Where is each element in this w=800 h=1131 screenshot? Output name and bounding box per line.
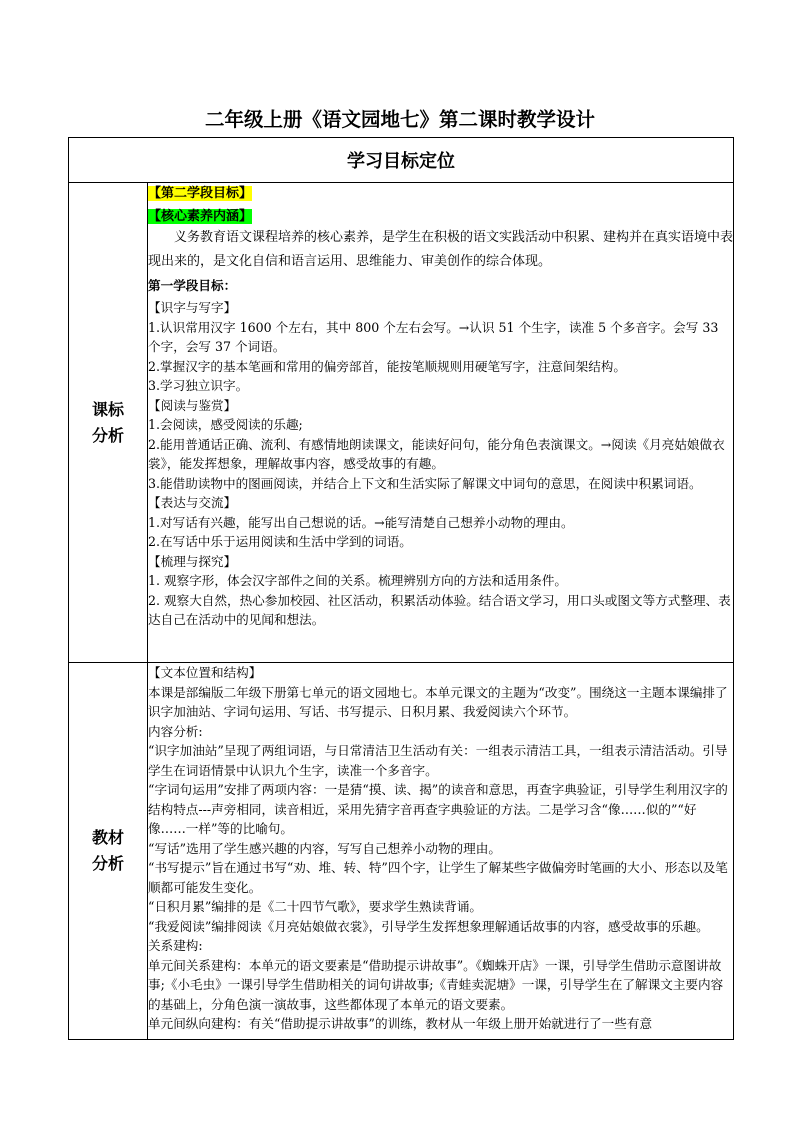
textbook-line: 单元间纵向建构：有关“借助提示讲故事”的训练，教材从一年级上册开始就进行了一些有意 (148, 1016, 653, 1031)
textbook-line: 关系建构: (148, 938, 203, 953)
textbook-line: 内容分析: (148, 723, 203, 739)
literacy-heading: 【识字与写字】 (148, 300, 237, 315)
stage-goal-tag: 【第二学段目标】 (148, 186, 253, 201)
row-label-line: 分析 (91, 425, 124, 445)
textbook-line: 单元间关系建构：本单元的语文要素是“借助提示讲故事”。《蜘蛛开店》一课，引导学生借助示意图讲故事;《小毛虫》一课引导学生借助相关的词句讲故事;《青蛙卖泥塘》一课，引导学生在了解课文主要内容的基础上，分角色演一演故事，这些都体现了本单元的语文要素。 (148, 957, 724, 1012)
textbook-line: “书写提示”旨在通过书写“劝、堆、转、特”四个字，让学生了解某些字做偏旁时笔画的大小、形态以及笔顺都可能发生变化。 (148, 860, 728, 895)
textbook-line: “字词句运用”安排了两项内容：一是猜“摸、读、揭”的读音和意思，再查字典验证，引导学生利用汉字的结构特点---声旁相同，读音相近，采用先猜字音再查字典验证的方法。二是学习含“像……似的”“好像……一样”等的比喻句。 (148, 782, 728, 836)
reading-item: 2.能用普通话正确、流利、有感情地朗读课文，能读好问句，能分角色表演课文。→阅读《月亮姑娘做衣裳》，能发挥想象，理解故事内容，感受故事的有趣。 (148, 436, 725, 471)
exploration-item: 1. 观察字形，体会汉字部件之间的关系。梳理辨别方向的方法和适用条件。 (148, 573, 568, 588)
expression-item: 1.对写话有兴趣，能写出自己想说的话。→能写清楚自己想养小动物的理由。 (148, 514, 574, 530)
expression-heading: 【表达与交流】 (148, 495, 237, 510)
exploration-item: 2. 观察大自然，热心参加校园、社区活动，积累活动体验。结合语文学习，用口头或图文等方式整理、表达自己在活动中的见闻和想法。 (148, 592, 731, 627)
row-label-line: 分析 (91, 854, 124, 873)
section-header: 学习目标定位 (69, 138, 734, 183)
textbook-line: 【文本位置和结构】 (148, 665, 262, 680)
curriculum-analysis-content (148, 183, 734, 663)
textbook-line: “识字加油站”呈现了两组词语，与日常清洁卫生活动有关：一组表示清洁工具，一组表示清洁活动。引导学生在词语情景中认识九个生字，读准一个多音字。 (148, 743, 728, 778)
literacy-item: 3.学习独立识字。 (148, 378, 249, 393)
textbook-analysis-row (69, 663, 734, 1040)
core-literacy-text: 义务教育语文课程培养的核心素养，是学生在积极的语文实践活动中积累、建构并在真实语境中表现出来的，是文化自信和语言运用、思维能力、审美创作的综合体现。 (148, 230, 734, 269)
literacy-item: 1.认识常用汉字 1600 个左右，其中 800 个左右会写。→认识 51 个生字，读准 5 个多音字。会写 33 个字，会写 37 个词语。 (148, 319, 719, 354)
curriculum-analysis-row (69, 183, 734, 663)
row-label-curriculum (69, 183, 148, 663)
exploration-heading: 【梳理与探究】 (148, 553, 237, 569)
textbook-line: “写话”选用了学生感兴趣的内容，写写自己想养小动物的理由。 (148, 840, 501, 856)
row-label-line: 课标 (91, 399, 124, 419)
textbook-line: “我爱阅读”编排阅读《月亮姑娘做衣裳》，引导学生发挥想象理解通话故事的内容，感受故事的乐趣。 (148, 918, 709, 934)
core-literacy-tag: 【核心素养内涵】 (148, 208, 253, 224)
lesson-design-table (68, 137, 734, 1040)
textbook-analysis-content (148, 663, 734, 1040)
stage1-heading: 第一学段目标： (148, 278, 237, 293)
textbook-line: “日积月累”编排的是《二十四节气歌》，要求学生熟读背诵。 (148, 899, 483, 914)
expression-item: 2.在写话中乐于运用阅读和生活中学到的词语。 (148, 534, 412, 549)
literacy-item: 2.掌握汉字的基本笔画和常用的偏旁部首，能按笔顺规则用硬笔写字，注意间架结构。 (148, 358, 626, 374)
row-label-line: 教材 (91, 828, 124, 847)
document-title: 二年级上册《语文园地七》第二课时教学设计 (204, 108, 595, 131)
row-label-textbook (69, 663, 148, 1040)
reading-heading: 【阅读与鉴赏】 (148, 397, 237, 413)
textbook-line: 本课是部编版二年级下册第七单元的语文园地七。本单元课文的主题为“改变”。围绕这一主题本课编排了识字加油站、字词句运用、写话、书写提示、日积月累、我爱阅读六个环节。 (148, 684, 728, 719)
reading-item: 3.能借助读物中的图画阅读，并结合上下文和生活实际了解课文中词句的意思，在阅读中积累词语。 (148, 475, 702, 491)
reading-item: 1.会阅读，感受阅读的乐趣; (148, 417, 303, 432)
